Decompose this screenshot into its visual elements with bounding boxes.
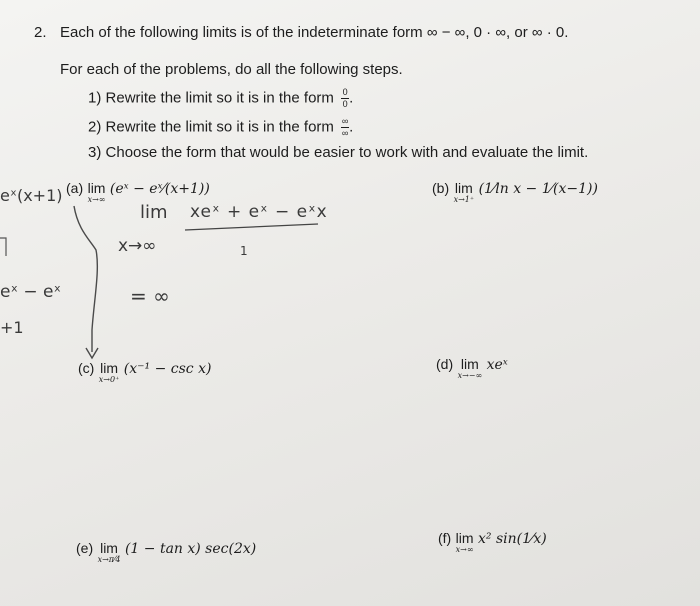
part-e-subscript: x→π⁄4 [97, 555, 121, 564]
margin-note-2: eˣ − eˣ [0, 282, 62, 302]
work-denominator-mark: 1 [240, 244, 248, 258]
step-3-text: Choose the form that would be easier to work with and evaluate the limit. [105, 144, 589, 161]
step-2-label: 2) [88, 118, 102, 136]
problem-prompt: Each of the following limits is of the indeterminate form ∞ − ∞, 0 · ∞, or ∞ · 0. [60, 24, 569, 41]
part-d: (d) lim x→−∞ xeˣ [436, 356, 508, 380]
part-c: (c) lim x→0⁺ (x⁻¹ − csc x) [78, 360, 212, 384]
margin-note-1: eˣ(x+1) [0, 186, 63, 205]
part-c-label: (c) [78, 360, 95, 376]
problem-number: 2. [34, 24, 47, 41]
work-subscript: x→∞ [118, 236, 157, 256]
part-f-expression: x² sin(1⁄x) [478, 531, 547, 547]
step-2-text: Rewrite the limit so it is in the form [105, 118, 334, 136]
instructions: For each of the problems, do all the following steps. [60, 61, 403, 78]
part-f-label: (f) [438, 530, 452, 546]
margin-mark [0, 238, 6, 256]
fraction-bar-stroke [185, 224, 318, 230]
part-b-subscript: x→1⁺ [453, 195, 475, 204]
part-b-expression: (1⁄ln x − 1⁄(x−1)) [478, 181, 598, 197]
work-numerator: xeˣ + eˣ − eˣx [190, 202, 328, 222]
part-a: (a) lim x→∞ (eˣ − eˣ⁄(x+1)) [66, 180, 210, 204]
work-lim: lim [140, 202, 168, 223]
step-1-text: Rewrite the limit so it is in the form [105, 89, 334, 107]
part-f: (f) lim x→∞ x² sin(1⁄x) [438, 530, 547, 554]
work-result: = ∞ [130, 284, 170, 308]
form-inf-over-inf: $\frac{\infty}{\infty}$ [341, 116, 349, 138]
part-a-label: (a) [66, 180, 84, 196]
part-a-expression: (eˣ − eˣ⁄(x+1)) [109, 181, 210, 197]
step-3-label: 3) [88, 144, 102, 161]
step-1-label: 1) [88, 89, 102, 107]
part-f-subscript: x→∞ [455, 545, 474, 554]
margin-note-3: +1 [0, 318, 24, 337]
bracket-line [74, 206, 97, 352]
part-c-expression: (x⁻¹ − csc x) [123, 361, 212, 377]
step-2: 2) Rewrite the limit so it is in the form $\frac{\infty}{\infty}$ . [88, 116, 354, 138]
part-b: (b) lim x→1⁺ (1⁄ln x − 1⁄(x−1)) [432, 180, 598, 204]
part-a-subscript: x→∞ [87, 195, 106, 204]
part-c-subscript: x→0⁺ [98, 375, 120, 384]
part-e: (e) lim x→π⁄4 (1 − tan x) sec(2x) [76, 540, 257, 564]
part-b-label: (b) [432, 180, 450, 196]
part-d-subscript: x→−∞ [457, 371, 483, 380]
part-e-label: (e) [76, 540, 94, 556]
part-d-label: (d) [436, 356, 454, 372]
part-d-expression: xeˣ [486, 357, 508, 373]
part-e-expression: (1 − tan x) sec(2x) [124, 541, 257, 557]
form-zero-over-zero: $\frac{0}{0}$ [342, 87, 348, 109]
step-1: 1) Rewrite the limit so it is in the form $\frac{0}{0}$ . [88, 87, 354, 109]
